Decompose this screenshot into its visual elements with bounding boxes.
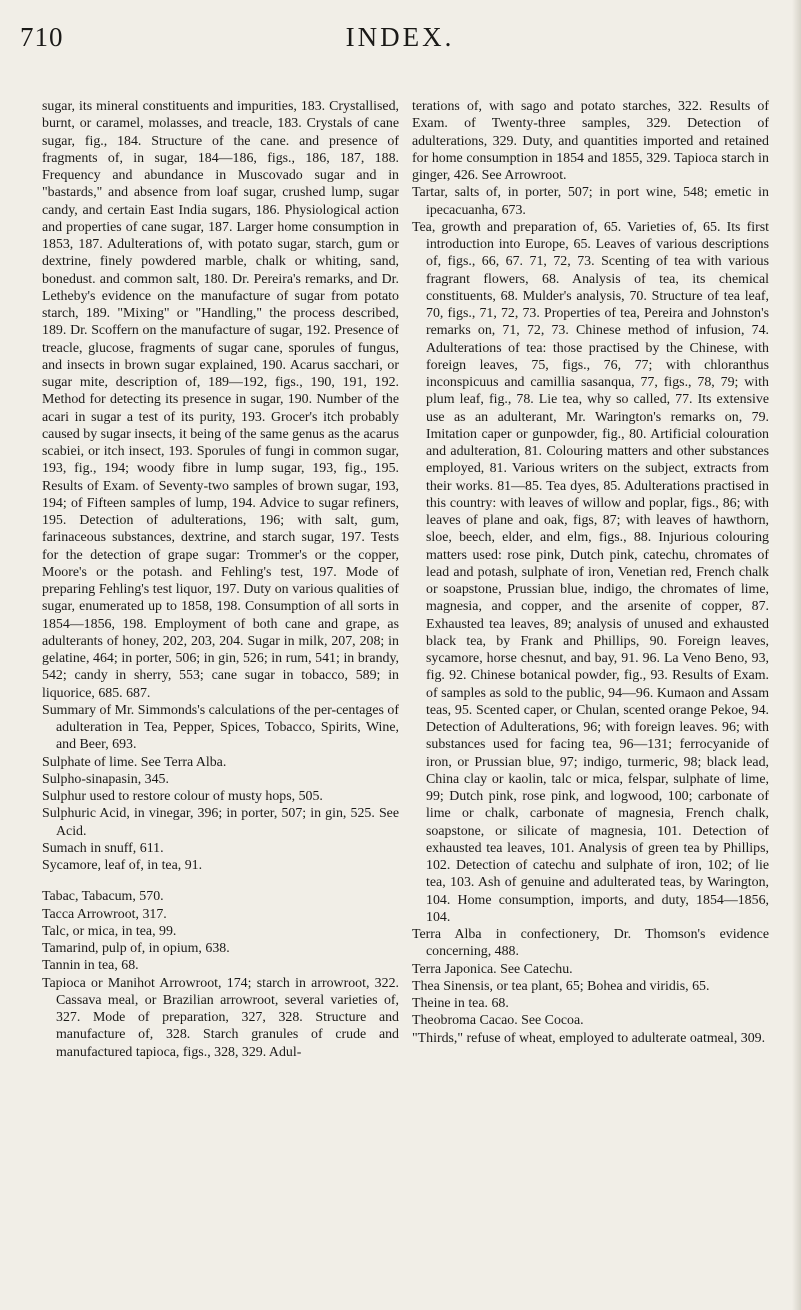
letter-section-gap (42, 874, 399, 888)
index-entry: Talc, or mica, in tea, 99. (42, 923, 177, 939)
page-header (10, 22, 790, 62)
index-entry: Tannin in tea, 68. (42, 958, 139, 974)
index-column-left (42, 98, 399, 1061)
page-edge-shadow (792, 0, 801, 1310)
running-head: INDEX. (345, 22, 455, 52)
index-entry: Tartar, salts of, in porter, 507; in port wine, 548; emetic in ipecacuanha, 673. (412, 185, 769, 218)
index-entry: Tabac, Tabacum, 570. (42, 889, 164, 905)
page-number: 710 (20, 22, 64, 52)
index-entry: Terra Japonica. See Catechu. (412, 961, 573, 977)
index-entry: Summary of Mr. Simmonds's calculations of the per-centages of adulteration in Tea, Pepper, Spices, Tobacco, Spirits, Wine, and Beer, 693. (42, 702, 399, 753)
index-entry: Tea, growth and preparation of, 65. Varieties of, 65. Its first introduction into Europe, 65. Leaves of various descriptions of, figs., 66, 67. 71, 72, 73. Scenting of tea with various fragrant flowers, 68. Analysis of tea, its chemical constituents, 68. Mulder's analysis, 70. Structure of tea leaf, 70, figs., 71, 72, 73. Properties of tea, Pereira and Johnston's remarks on, 71, 72, 73. Chinese method of infusion, 74. Adulterations of tea: those practised by the Chinese, with foreign leaves, 75, figs., 76, 77; with chloranthus inconspicuus and camillia sasanqua, 77, figs., 78, 79; with plum leaf, fig., 78. Lie tea, why so called, 77. Its extensive use as an adulterant, Mr. Warington's remarks on, 79. Imitation caper or gunpowder, fig., 80. Artificial colouration and adulteration, 81. Colouring matters and other substances employed, 81. Various writers on the subject, extracts from their works. 81—85. Tea dyes, 85. Adulterations practised in this country: with leaves of willow and poplar, figs., 86; with leaves of plane and oak, figs, 87; with leaves of hawthorn, sloe, beech, elder, and elm, figs., 88. Injurious colouring matters used: rose pink, Dutch pink, catechu, chromates of lead and potash, sulphate of iron, Venetian red, French chalk or soapstone, Prussian blue, indigo, the chromates of lime, magnesia, and copper, and the arsenite of copper, 87. Exhausted tea leaves, 89; analysis of unused and exhausted black tea, by Frank and Phillips, 90. Foreign leaves, sycamore, horse chesnut, and bay, 91. 96. La Veno Beno, 93, fig. 92. Chinese botanical powder, fig., 93. Results of Exam. of samples as sold to the public, 94—96. Kumaon and Assam teas, 95. Scented caper, or Chulan, scented orange Pekoe, 94. Detection of Adulterations, 96; with foreign leaves. 96; with substances used for facing tea, 96—131; ferrocyanide of iron, or Prussian blue, 97; indigo, turmeric, 98; black lead, China clay or kaolin, talc or mica, felspar, sulphate of lime, 99; Dutch pink, rose pink, and logwood, 100; carbonate of lime or chalk, carbonate of magnesia, French chalk, soapstone, or silicate of magnesia, 101. Detection of exhausted tea leaves, 101. Analysis of green tea by Phillips, 102. Detection of catechu and sulphate of iron, 102; of lie tea, 103. Ash of genuine and adulterated teas, by Warington, 104. Home consumption, imports, and duty, 1854—1856, 104. (412, 219, 769, 925)
index-entry: Terra Alba in confectionery, Dr. Thomson's evidence concerning, 488. (412, 927, 769, 960)
index-entry: Tapioca or Manihot Arrowroot, 174; starch in arrowroot, 322. Cassava meal, or Brazilian arrowroot, several varieties of, 327. Mode of preparation, 327, 328. Structure and manufacture of, 328. Starch granules of crude and manufactured tapioca, figs., 328, 329. Adul- (42, 975, 399, 1060)
index-entry: Sulphate of lime. See Terra Alba. (42, 754, 227, 770)
index-entry-continued: terations of, with sago and potato starches, 322. Results of Exam. of Twenty-three samples, 329. Detection of adulterations, 329. Duty, and quantities imported and retained for home consumption in 1854 and 1855, 329. Tapioca starch in ginger, 426. See Arrowroot. (412, 99, 769, 183)
index-entry-continued: sugar, its mineral constituents and impurities, 183. Crystallised, burnt, or caramel, molasses, and treacle, 183. Crystals of cane sugar, fig., 184. Structure of the cane. and presence of fragments of, in sugar, 184—186, figs., 186, 187, 188. Frequency and abundance in Muscovado sugar and in "bastards," and absence from loaf sugar, crushed lump, sugar candy, and certain East India sugars, 186. Physiological action and properties of cane sugar, 187. Larger home consumption in 1853, 187. Adulterations of, with potato sugar, starch, gum or dextrine, finely powdered marble, chalk or whiting, sand, bonedust. and common salt, 180. Dr. Pereira's remarks, and Dr. Letheby's evidence on the manufacture of sugar from potato starch, 189. "Mixing" or "Handling," the process described, 189. Dr. Scoffern on the manufacture of sugar, 192. Presence of treacle, glucose, fragments of sugar cane, sporules of fungus, and insects in brown sugar explained, 190. Acarus sacchari, or sugar mite, description of, 189—192, figs., 190, 191, 192. Method for detecting its presence in sugar, 190. Number of the acari in sugar a test of its purity, 193. Grocer's itch probably caused by sugar insects, it being of the same genus as the acarus scabiei, or itch insect, 193. Sporules of fungi in common sugar, 193, fig., 194; woody fibre in lump sugar, 193, fig., 195. Results of Exam. of Seventy-two samples of brown sugar, 193, 194; of Fifteen samples of lump, 194. Advice to sugar refiners, 195. Detection of adulterations, 196; with salt, gum, farinaceous substances, dextrine, and starch sugar, 197. Tests for the detection of grape sugar: Trommer's or the copper, Moore's or the potash. and Fehling's test, 197. Mode of preparing Fehling's test liquor, 197. Duty on various qualities of sugar, enumerated up to 1858, 198. Consumption of all sorts in 1854—1856, 198. Employment of both cane and grape, as adulterants of honey, 202, 203, 204. Sugar in milk, 207, 208; in gelatine, 464; in porter, 506; in gin, 526; in rum, 541; in brandy, 542; candy in sherry, 553; cane sugar in tobacco, 589; in liquorice, 685. 687. (42, 99, 399, 701)
index-entry: Sulphur used to restore colour of musty hops, 505. (42, 789, 323, 804)
index-entry: Sulphuric Acid, in vinegar, 396; in porter, 507; in gin, 525. See Acid. (42, 806, 399, 839)
index-entry: "Thirds," refuse of wheat, employed to adulterate oatmeal, 309. (412, 1030, 766, 1046)
index-entry: Theine in tea. 68. (412, 996, 509, 1011)
index-entry: Thea Sinensis, or tea plant, 65; Bohea and viridis, 65. (412, 978, 710, 994)
index-entry: Tacca Arrowroot, 317. (42, 906, 167, 922)
index-entry: Sulpho-sinapasin, 345. (42, 771, 169, 787)
index-entry: Sumach in snuff, 611. (42, 840, 164, 856)
index-entry: Theobroma Cacao. See Cocoa. (412, 1013, 584, 1029)
index-column-right (412, 98, 769, 1047)
index-entry: Tamarind, pulp of, in opium, 638. (42, 941, 230, 956)
index-entry: Sycamore, leaf of, in tea, 91. (42, 858, 203, 873)
